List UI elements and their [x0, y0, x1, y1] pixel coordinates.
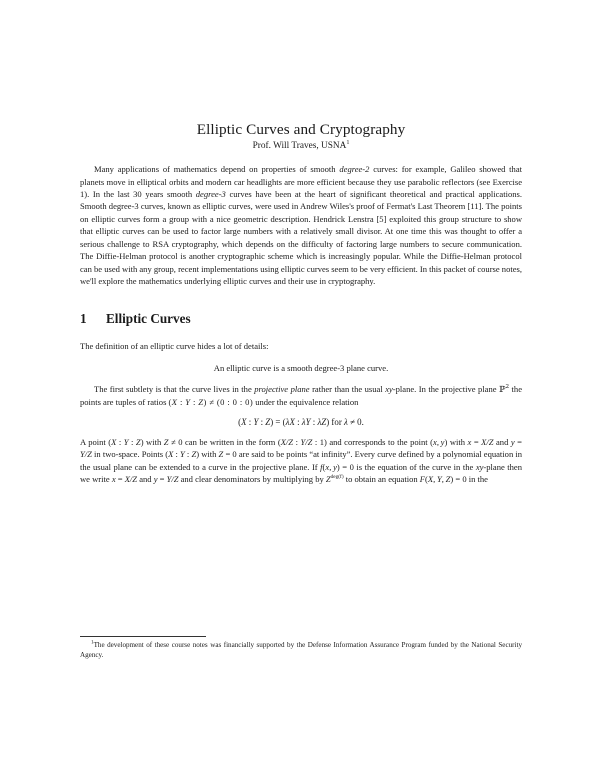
spacer: [80, 409, 522, 416]
math-projective-space: ℙ$^2$: [499, 384, 510, 396]
math-xy-pair: (x, y): [430, 436, 448, 447]
abstract-part-2: curves: for example, Galileo showed that planets move in elliptical orbits and modern car headlights are more efficient because they use parabolic reflectors (see Exercise 1). In the last 30 years smooth: [80, 164, 523, 199]
math-F-XYZ: F(X, Y, Z) = 0: [419, 474, 467, 485]
point-text-15: in the: [466, 474, 488, 485]
author-name: Prof. Will Traves, USNA: [252, 141, 347, 151]
abstract-emph-degree-2: degree-2: [339, 164, 370, 175]
section1-intro: The definition of an elliptic curve hides a lot of details:: [80, 341, 269, 352]
point-text-12: and: [137, 474, 154, 485]
abstract-emph-degree-3: degree-3: [195, 189, 226, 199]
subtlety-tail: under the equivalence relation: [253, 397, 359, 408]
paragraph-point-description: A point (X : Y : Z) with Z ≠ 0 can be written in the form (X/Z : Y/Z : 1) and corresponds to the point (x, y) with x = X/Z and y = Y/Z in two-space. Points (X : Y : Z) with Z = 0 are said to be points “at infinity”. Every curve defined by a polynomial equation in the usual plane can be extended to a curve in the projective plane. If f(x, y) = 0 is the equation of the curve in the xy-plane then we write x = X/Z and y = Y/Z and clear denominators by multiplying by $Z^{deg(f)}$ to obtain an equation F(X, Y, Z) = 0 in the: [80, 436, 523, 485]
math-z-deg-f: Z: [325, 474, 331, 485]
math-z-zero: Z: [218, 449, 224, 460]
math-point-tuple-2: (X : Y : Z): [165, 449, 200, 460]
section-heading-1: [80, 311, 522, 327]
footnote-area: [80, 636, 522, 660]
point-text-6: and: [493, 436, 511, 447]
math-point-tuple: (X : Y : Z): [108, 436, 144, 447]
math-x-sub: x: [111, 474, 116, 485]
math-exponent-deg-f: deg(f): [330, 474, 344, 481]
subtlety-mid-3: the points are tuples of ratios: [80, 384, 522, 408]
abstract-part-3: curves have been at the heart of significant theoretical and practical applications. Smooth degree-3 curves, known as elliptic curves, were used in Andrew Wiles's proof of Fermat's Last Theorem [11]. The points on elliptic curves form a group with a nice geometric description. Hendrick Lenstra [5] exploited this group structure to show that elliptic curves can be used to factor large numbers with a relatively small divisor. At one time this was thought to offer a serious challenge to RSA cryptography, which depends on the difficulty of factoring large numbers to secure communication. The Diffie-Helman protocol is another cryptographic scheme which is increasingly popular. While the Diffie-Helman protocol can be used with any group, recent implementations using elliptic curves seem to be very efficient. In this packet of course notes, we'll explore the mathematics underlying elliptic curves and their use in cryptography.: [80, 189, 522, 286]
subtlety-emph-projective-plane: projective plane: [254, 384, 310, 395]
math-y-sub: y: [153, 474, 158, 485]
footnote-separator-rule: [80, 636, 206, 637]
point-text-8: with: [199, 449, 219, 460]
footnote-body: The development of these course notes was financially supported by the Defense Information Assurance Program funded by the National Security Agency.: [80, 641, 522, 660]
paragraph-subtlety: [80, 383, 522, 409]
math-ratio-tuple: (X : Y : Z) ≠ (0 : 0 : 0): [168, 397, 254, 408]
spacer: [80, 353, 522, 362]
author-line: [80, 138, 522, 152]
point-text-4: and corresponds to the point: [326, 436, 431, 447]
point-text-11: -plane then we write: [80, 461, 523, 485]
subtlety-lead: The first subtlety is that the curve lives in the: [94, 384, 255, 395]
math-z-nonzero: Z: [163, 436, 169, 447]
point-text-9: are said to be points “at infinity”. Every curve defined by a polynomial equation in the usual plane can be extended to a curve in the projective plane. If: [80, 449, 522, 472]
author-footnote-marker: 1: [346, 138, 350, 146]
math-affine-form: (X/Z : Y/Z : 1): [277, 436, 327, 447]
display-equation-projective-equivalence: (X : Y : Z) = (λX : λY : λZ) for λ ≠ 0.: [238, 416, 364, 427]
curve-definition-statement: An elliptic curve is a smooth degree-3 plane curve.: [213, 362, 389, 373]
spacer: [80, 374, 522, 383]
point-text-5: with: [447, 436, 468, 447]
abstract-part-1: Many applications of mathematics depend on properties of smooth: [94, 164, 340, 175]
spacer: [80, 429, 522, 436]
point-text-1: A point: [80, 436, 109, 447]
math-xy: xy: [385, 384, 393, 395]
point-text-7: in two-space. Points: [91, 449, 166, 460]
point-text-2: with: [143, 436, 164, 447]
point-text-10: is the equation of the curve in the: [353, 461, 476, 472]
point-text-14: to obtain an equation: [343, 474, 420, 485]
point-text-13: and clear denominators by multiplying by: [178, 474, 326, 485]
math-xy-plane: xy: [475, 461, 484, 472]
footnote-text: [80, 640, 522, 660]
footnote-marker: 1: [91, 639, 94, 646]
subtlety-mid-2: -plane. In the projective plane: [392, 384, 500, 395]
point-text-3: can be written in the form: [182, 436, 278, 447]
section-title: Elliptic Curves: [106, 311, 191, 327]
math-y-equals: y: [510, 436, 515, 447]
math-x-equals: x: [467, 436, 472, 447]
section-number: 1: [80, 311, 87, 327]
abstract-paragraph: [80, 163, 522, 287]
subtlety-mid-1: rather than the usual: [309, 384, 386, 395]
page-title: Elliptic Curves and Cryptography: [196, 121, 406, 138]
math-f-xy: f(x, y) = 0: [320, 461, 354, 472]
